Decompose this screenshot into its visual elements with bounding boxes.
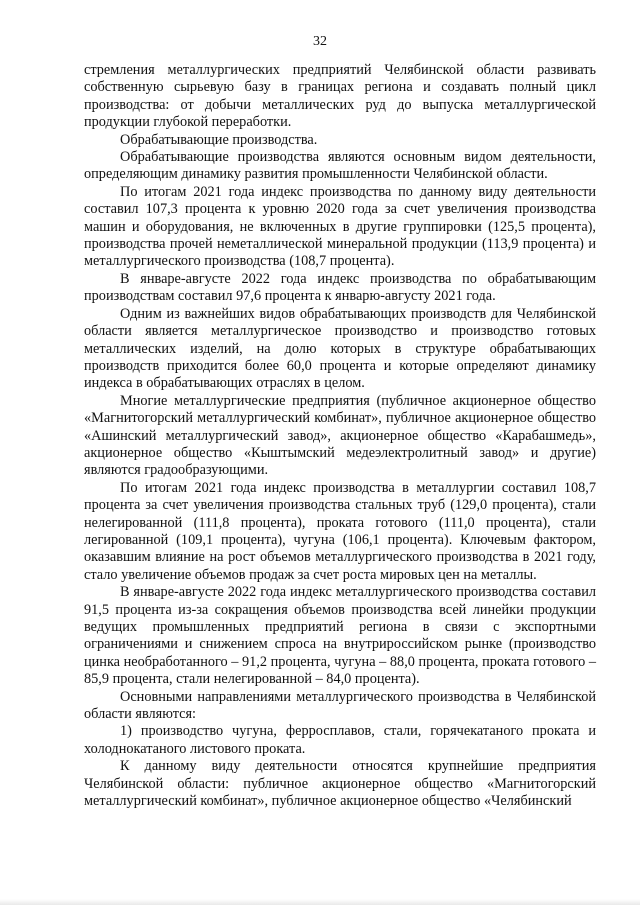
paragraph: По итогам 2021 года индекс производства по данному виду деятельности составил 107,3 процента к уровню 2020 года за счет увеличения производства машин и оборудования, не включенных в другие группировки (125,5 процента), производства прочей неметаллической минеральной продукции (113,9 процента) и металлургического производства (108,7 процента). — [84, 183, 596, 270]
paragraph: По итогам 2021 года индекс производства в металлургии составил 108,7 процента за счет увеличения производства стальных труб (129,0 процента), стали нелегированной (111,8 процента), проката готового (111,0 процента), стали легированной (109,1 процента), чугуна (106,1 процента). Ключевым фактором, оказавшим влияние на рост объемов металлургического производства в 2021 году, стало увеличение объемов продаж за счет роста мировых цен на металлы. — [84, 479, 596, 583]
paragraph: Основными направлениями металлургического производства в Челябинской области являются: — [84, 688, 596, 723]
scan-edge — [0, 899, 640, 905]
paragraph: В январе-августе 2022 года индекс металлургического производства составил 91,5 процента из-за сокращения объемов производства всей линейки продукции ведущих промышленных предприятий региона в связи с экспортными ограничениями и снижением спроса на внутрироссийском рынке (производство цинка необработанного – 91,2 процента, чугуна – 88,0 процента, проката готового – 85,9 процента, стали нелегированной – 84,0 процента). — [84, 584, 596, 688]
list-item: 1) производство чугуна, ферросплавов, стали, горячекатаного проката и холоднокатаного листового проката. — [84, 723, 596, 757]
paragraph: К данному виду деятельности относятся крупнейшие предприятия Челябинской области: публичное акционерное общество «Магнитогорский металлургический комбинат», публичное акционерное общество «Челябинский — [84, 758, 596, 810]
paragraph: Одним из важнейших видов обрабатывающих производств для Челябинской области является металлургическое производство и производство готовых металлических изделий, на долю которых в структуре обрабатывающих производств приходится более 60,0 процента и которые определяют динамику индекса в обрабатывающих отраслях в целом. — [84, 305, 596, 392]
paragraph-continuation: стремления металлургических предприятий Челябинской области развивать собственную сырьевую базу в границах региона и создавать полный цикл производства: от добычи металлических руд до выпуска металлургической продукции глубокой переработки. — [84, 62, 596, 131]
body-text — [84, 62, 596, 810]
paragraph: В январе-августе 2022 года индекс производства по обрабатывающим производствам составил 97,6 процента к январю-августу 2021 года. — [84, 270, 596, 305]
section-heading: Обрабатывающие производства. — [120, 131, 318, 148]
paragraph: Многие металлургические предприятия (публичное акционерное общество «Магнитогорский металлургический комбинат», публичное акционерное общество «Ашинский металлургический завод», акционерное общество «Карабашмедь», акционерное общество «Кыштымский медеэлектролитный завод» и другие) являются градообразующими. — [84, 392, 596, 479]
page-number: 32 — [313, 34, 327, 49]
paragraph: Обрабатывающие производства являются основным видом деятельности, определяющим динамику развития промышленности Челябинской области. — [84, 149, 596, 183]
